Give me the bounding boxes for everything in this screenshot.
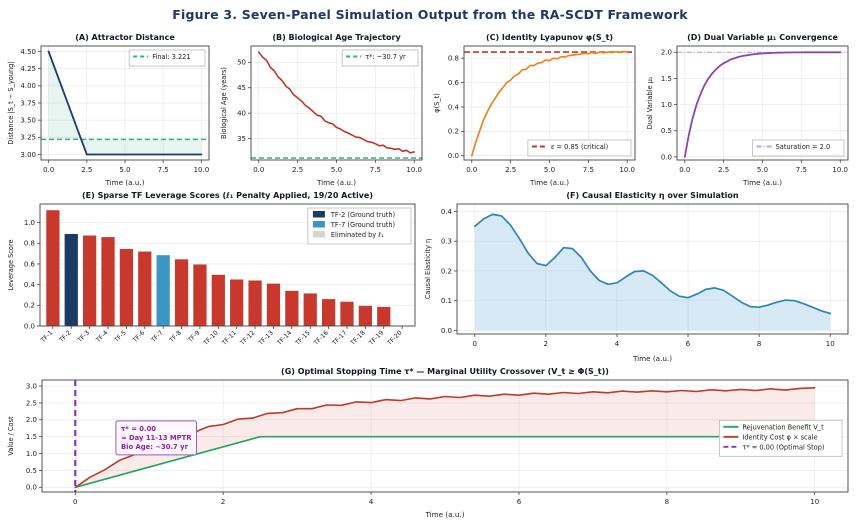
svg-text:0.1: 0.1 (441, 297, 453, 306)
svg-text:1.0: 1.0 (25, 449, 37, 458)
svg-text:TF-12: TF-12 (239, 329, 257, 347)
svg-text:0.5: 0.5 (25, 466, 37, 475)
svg-text:Causal Elasticity η: Causal Elasticity η (424, 238, 433, 300)
svg-text:5.0: 5.0 (756, 166, 769, 174)
svg-text:(B) Biological Age Trajectory: (B) Biological Age Trajectory (272, 33, 401, 42)
svg-text:0.2: 0.2 (23, 301, 35, 310)
svg-text:Time (a.u.): Time (a.u.) (425, 510, 465, 519)
svg-text:40: 40 (237, 109, 246, 118)
svg-text:4.50: 4.50 (20, 47, 36, 56)
svg-text:ε = 0.85 (critical): ε = 0.85 (critical) (550, 143, 609, 151)
svg-text:4.25: 4.25 (20, 65, 36, 74)
svg-text:τ*: ~30.7 yr: τ*: ~30.7 yr (365, 53, 406, 61)
svg-text:0.0: 0.0 (43, 166, 55, 174)
svg-text:10: 10 (810, 498, 820, 506)
svg-text:0.4: 0.4 (447, 103, 459, 112)
svg-text:2.5: 2.5 (81, 166, 93, 174)
svg-text:TF-3: TF-3 (76, 329, 92, 344)
svg-text:TF-2: TF-2 (58, 329, 73, 344)
svg-text:TF-6: TF-6 (131, 329, 147, 344)
svg-text:8: 8 (664, 498, 670, 506)
svg-text:7.5: 7.5 (369, 166, 381, 174)
svg-text:TF-10: TF-10 (202, 329, 220, 347)
svg-text:Rejuvenation Benefit V_t: Rejuvenation Benefit V_t (742, 423, 824, 432)
svg-text:4.00: 4.00 (20, 82, 36, 91)
svg-text:(E) Sparse TF Leverage Scores: (E) Sparse TF Leverage Scores (ℓ₁ Penalty Applied, 19/20 Active) (82, 191, 373, 200)
svg-text:τ* = 0.00 (Optimal Stop): τ* = 0.00 (Optimal Stop) (742, 443, 825, 452)
svg-text:10.0: 10.0 (406, 166, 423, 174)
svg-text:(C) Identity Lyapunov φ(S_t): (C) Identity Lyapunov φ(S_t) (485, 33, 614, 42)
svg-text:Time (a.u.): Time (a.u.) (105, 178, 145, 187)
svg-text:1.0: 1.0 (660, 100, 672, 109)
panel-f-chart (421, 188, 856, 364)
svg-text:TF-4: TF-4 (94, 329, 110, 344)
svg-text:Value / Cost: Value / Cost (7, 416, 15, 456)
svg-text:TF-9: TF-9 (186, 329, 202, 344)
svg-text:Bio Age: ~30.7 yr: Bio Age: ~30.7 yr (120, 442, 188, 451)
svg-text:TF-20: TF-20 (386, 329, 404, 347)
svg-text:Leverage Score: Leverage Score (7, 239, 15, 291)
svg-text:3.00: 3.00 (20, 150, 36, 159)
svg-text:3.75: 3.75 (20, 99, 36, 108)
svg-text:0.8: 0.8 (23, 239, 35, 248)
panel-attractor-distance (4, 30, 217, 188)
svg-text:TF-17: TF-17 (331, 329, 349, 347)
svg-text:0.0: 0.0 (660, 153, 672, 162)
svg-text:TF-1: TF-1 (39, 329, 55, 344)
svg-text:Time (a.u.): Time (a.u.) (633, 354, 673, 363)
svg-text:5.0: 5.0 (543, 166, 556, 174)
svg-text:7.5: 7.5 (157, 166, 169, 174)
svg-text:φ(S_t): φ(S_t) (433, 93, 441, 113)
svg-text:≈ Day 11-13 MPTR: ≈ Day 11-13 MPTR (120, 433, 192, 442)
panel-row-2 (0, 188, 860, 364)
svg-text:0.2: 0.2 (441, 267, 453, 276)
svg-text:(F) Causal Elasticity η over S: (F) Causal Elasticity η over Simulation (566, 191, 740, 200)
panel-identity-lyapunov (430, 30, 643, 188)
svg-text:TF-8: TF-8 (168, 329, 183, 344)
svg-text:5.0: 5.0 (330, 166, 343, 174)
svg-text:2: 2 (220, 498, 226, 506)
svg-text:Time (a.u.): Time (a.u.) (742, 178, 783, 187)
svg-text:TF-2 (Ground truth): TF-2 (Ground truth) (330, 211, 396, 219)
svg-text:35: 35 (237, 135, 246, 144)
svg-text:0.0: 0.0 (253, 166, 265, 174)
svg-text:0.0: 0.0 (466, 166, 478, 174)
svg-text:Dual Variable μ₁: Dual Variable μ₁ (646, 76, 654, 130)
svg-text:TF-19: TF-19 (367, 329, 386, 347)
svg-text:TF-16: TF-16 (312, 329, 331, 347)
panel-a-chart (4, 30, 217, 188)
svg-text:Distance |S_t − S_young|: Distance |S_t − S_young| (7, 61, 15, 145)
svg-text:TF-7 (Ground truth): TF-7 (Ground truth) (330, 221, 396, 229)
svg-text:Time (a.u.): Time (a.u.) (316, 178, 357, 187)
svg-text:5.0: 5.0 (119, 166, 131, 174)
svg-text:0.0: 0.0 (23, 322, 35, 331)
panel-causal-elasticity (421, 188, 856, 364)
svg-text:0.0: 0.0 (441, 326, 453, 335)
panel-dual-variable (643, 30, 856, 188)
svg-text:TF-14: TF-14 (275, 329, 294, 347)
svg-text:2.5: 2.5 (718, 166, 730, 174)
panel-biological-age (217, 30, 430, 188)
svg-text:10.0: 10.0 (193, 166, 210, 174)
svg-text:τ* = 0.00: τ* = 0.00 (120, 424, 157, 433)
svg-text:Final: 3.221: Final: 3.221 (152, 53, 191, 61)
svg-text:(G) Optimal Stopping Time τ* —: (G) Optimal Stopping Time τ* — Marginal Utility Crossover (V_t ≥ Φ(S_t)) (281, 367, 609, 376)
panel-b-chart (217, 30, 430, 188)
svg-text:0.4: 0.4 (441, 207, 453, 216)
panel-row-3 (0, 364, 860, 520)
svg-text:0.3: 0.3 (441, 237, 453, 246)
svg-text:TF-11: TF-11 (220, 329, 239, 347)
svg-text:50: 50 (237, 58, 246, 67)
panel-c-chart (430, 30, 643, 188)
svg-text:0.2: 0.2 (447, 127, 459, 136)
svg-text:(A) Attractor Distance: (A) Attractor Distance (75, 33, 175, 42)
svg-text:Biological Age (years): Biological Age (years) (220, 66, 228, 140)
svg-text:7.5: 7.5 (795, 166, 807, 174)
svg-text:0.0: 0.0 (25, 483, 37, 492)
svg-text:TF-5: TF-5 (113, 329, 128, 344)
svg-text:45: 45 (237, 84, 246, 93)
svg-text:(D) Dual Variable μ₁ Convergen: (D) Dual Variable μ₁ Convergence (687, 33, 838, 42)
svg-text:10: 10 (826, 340, 836, 348)
svg-text:0.6: 0.6 (23, 260, 35, 269)
svg-text:0: 0 (73, 498, 78, 506)
svg-text:Identity Cost φ × scale: Identity Cost φ × scale (742, 433, 818, 442)
svg-text:0.8: 0.8 (447, 54, 459, 63)
svg-text:2.5: 2.5 (25, 399, 37, 408)
svg-text:TF-15: TF-15 (294, 329, 312, 347)
svg-text:Saturation = 2.0: Saturation = 2.0 (775, 143, 831, 151)
svg-text:0.0: 0.0 (447, 152, 459, 161)
svg-text:0.4: 0.4 (23, 281, 35, 290)
svg-text:2: 2 (544, 340, 549, 348)
svg-text:8: 8 (757, 340, 762, 348)
svg-text:TF-13: TF-13 (257, 329, 275, 347)
panel-optimal-stopping (4, 364, 856, 520)
panel-d-chart (643, 30, 856, 188)
svg-text:3.50: 3.50 (20, 116, 36, 125)
svg-text:Time (a.u.): Time (a.u.) (529, 178, 570, 187)
panel-e-chart (4, 188, 421, 364)
svg-text:2.5: 2.5 (292, 166, 304, 174)
svg-text:2.5: 2.5 (505, 166, 517, 174)
svg-text:Eliminated by ℓ₁: Eliminated by ℓ₁ (330, 231, 384, 239)
svg-text:3.0: 3.0 (25, 382, 37, 391)
svg-text:2.0: 2.0 (660, 48, 672, 57)
svg-text:0.6: 0.6 (447, 78, 459, 87)
svg-text:3.25: 3.25 (20, 133, 36, 142)
svg-text:TF-7: TF-7 (150, 329, 165, 344)
svg-text:4: 4 (368, 498, 374, 506)
svg-text:6: 6 (516, 498, 522, 506)
svg-text:1.5: 1.5 (660, 74, 672, 83)
figure-title: Figure 3. Seven-Panel Simulation Output from the RA-SCDT Framework (172, 7, 688, 22)
svg-text:0.5: 0.5 (660, 127, 672, 136)
svg-text:6: 6 (686, 340, 691, 348)
svg-text:0: 0 (473, 340, 478, 348)
svg-text:4: 4 (615, 340, 620, 348)
svg-text:10.0: 10.0 (619, 166, 636, 174)
svg-text:TF-18: TF-18 (349, 329, 367, 347)
panel-row-1 (0, 30, 860, 188)
svg-text:0.0: 0.0 (679, 166, 691, 174)
panel-tf-leverage (4, 188, 421, 364)
panel-g-chart (4, 364, 856, 520)
svg-text:7.5: 7.5 (582, 166, 594, 174)
svg-text:1.0: 1.0 (23, 219, 35, 228)
svg-text:1.5: 1.5 (25, 433, 37, 442)
svg-text:2.0: 2.0 (25, 416, 37, 425)
svg-text:10.0: 10.0 (832, 166, 849, 174)
